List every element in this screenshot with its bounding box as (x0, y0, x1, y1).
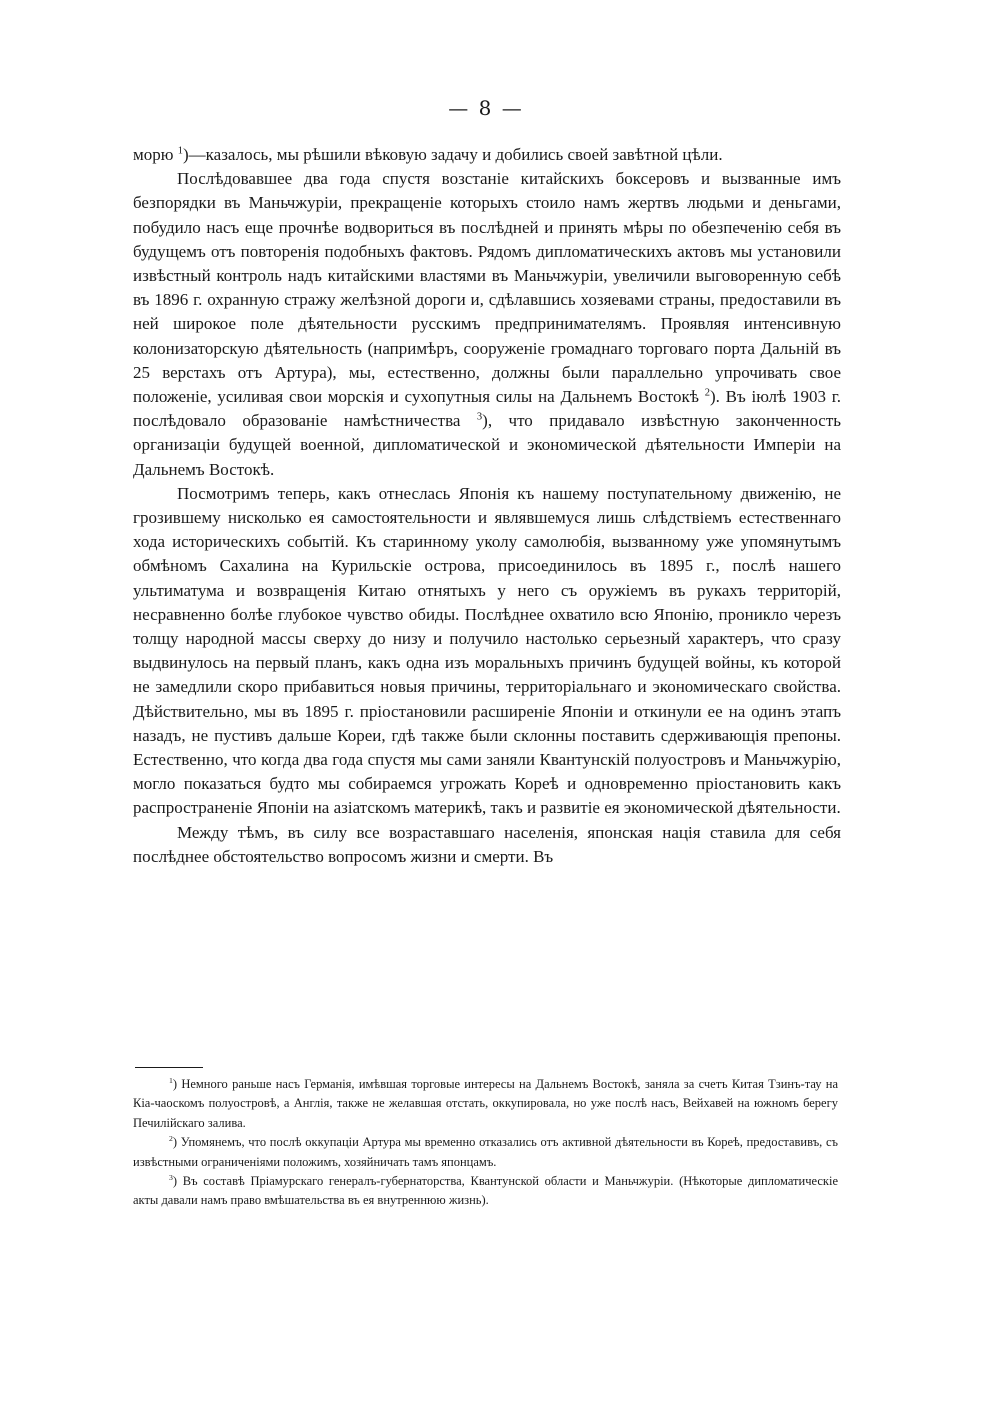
paragraph-2-before: Послѣдовавшее два года спустя возстаніе китайскихъ боксеровъ и вызванные имъ безпорядки въ Маньчжуріи, прекращеніе которыхъ стоило намъ жертвъ людьми и деньгами, побудило насъ еще прочнѣе водвориться въ послѣдней и принять мѣры по обезпеченію себя въ будущемъ отъ повторенія подобныхъ фактовъ. Рядомъ дипломатическихъ актовъ мы установили извѣстный контроль надъ китайскими властями въ Маньчжуріи, увеличили выговоренную себѣ въ 1896 г. охранную стражу желѣзной дороги и, сдѣлавшись хозяевами страны, предоставили въ ней широкое поле дѣятельности русскимъ предпринимателямъ. Проявляя интенсивную колонизаторскую дѣятельность (напримѣръ, сооруженіе громаднаго торговаго порта Дальній въ 25 верстахъ отъ Артура), мы, естественно, должны были параллельно упрочивать свое положеніе, усиливая свои морскія и сухопутныя силы на Дальнемъ Востокѣ (133, 169, 841, 407)
footnote-1 (133, 1075, 838, 1133)
footnote-3 (133, 1172, 838, 1211)
page-number: — 8 — (448, 96, 524, 120)
paragraph-4: Между тѣмъ, въ силу все возраставшаго населенія, японская нація ставила для себя послѣднее обстоятельство вопросомъ жизни и смерти. Въ (133, 822, 841, 866)
paragraph-2-after: ), что придавало извѣстную законченность организаціи будущей военной, дипломатической и экономической дѣятельности Имперіи на Дальнемъ Востокѣ. (133, 411, 842, 479)
footnote-2-mark: 2 (169, 1134, 173, 1144)
footnote-3-mark: 3 (169, 1172, 173, 1182)
footnote-1-mark: 1 (169, 1075, 173, 1085)
footnote-1-text: ) Немного раньше насъ Германія, имѣвшая торговые интересы на Дальнемъ Востокѣ, заняла за счетъ Китая Тзинъ-тау на Кіа-чаоскомъ полуостровѣ, а Англія, также не желавшая отстать, оккупировала, но уже послѣ насъ, Вейхавей на южномъ берегу Печилійскаго залива. (133, 1077, 838, 1130)
paragraph-2 (133, 167, 841, 482)
footnote-2-text: ) Упомянемъ, что послѣ оккупаціи Артура мы временно отказались отъ активной дѣятельности въ Кореѣ, предоставивъ, съ извѣстными ограниченіями положимъ, хозяйничать тамъ японцамъ. (133, 1135, 838, 1169)
footnote-3-text: ) Въ составѣ Пріамурскаго генералъ-губернаторства, Квантунской области и Маньчжуріи. (Нѣкоторые дипломатическіе акты давали намъ право вмѣшательства въ ея внутреннюю жизнь). (133, 1174, 838, 1208)
paragraph-1 (133, 143, 841, 167)
footnote-ref-1: 1 (177, 145, 183, 157)
main-text (133, 143, 841, 869)
footnote-ref-3: 3 (476, 411, 483, 423)
footnote-divider (135, 1067, 203, 1068)
paragraph-3: Посмотримъ теперь, какъ отнеслась Японія къ нашему поступательному движенію, не грозившему нисколько ея самостоятельности и являвшемуся лишь слѣдствіемъ естественнаго хода историческихъ событій. Къ старинному уколу самолюбія, вызванному уже упомянутымъ обмѣномъ Сахалина на Курильскіе острова, присоединилось въ 1895 г., послѣ нашего ультиматума и возвращенія Китаю отнятыхъ у него съ оружіемъ въ рукахъ территорій, несравненно болѣе глубокое чувство обиды. Послѣднее охватило всю Японію, проникло черезъ толщу народной массы сверху до низу и получило настолько серьезный характеръ, что сразу выдвинулось на первый планъ, какъ одна изъ моральныхъ причинъ будущей войны, къ которой не замедлили скоро прибавиться новыя причины, территоріальнаго и экономическаго свойства. Дѣйствительно, мы въ 1895 г. пріостановили расширеніе Японіи и откинули ее на одинъ этапъ назадъ, не пустивъ дальше Кореи, гдѣ также были склонны поставить сдерживающія препоны. Естественно, что когда два года спустя мы сами заняли Квантунскій полуостровъ и Маньчжурію, могло показаться будто мы собираемся угрожать Кореѣ и одновременно пріостановить какъ распространеніе Японіи на азіатскомъ материкѣ, такъ и развитіе ея экономической дѣятельности. (133, 483, 841, 818)
footnotes (133, 1075, 838, 1211)
paragraph-2-middle: ). Въ іюлѣ 1903 г. послѣдовало образованіе намѣстничества (133, 387, 841, 431)
footnote-2 (133, 1133, 838, 1172)
footnote-ref-2: 2 (704, 387, 710, 399)
paragraph-1-before: морю (133, 145, 178, 164)
paragraph-1-after: )—казалось, мы рѣшили вѣковую задачу и добились своей завѣтной цѣли. (182, 145, 723, 164)
